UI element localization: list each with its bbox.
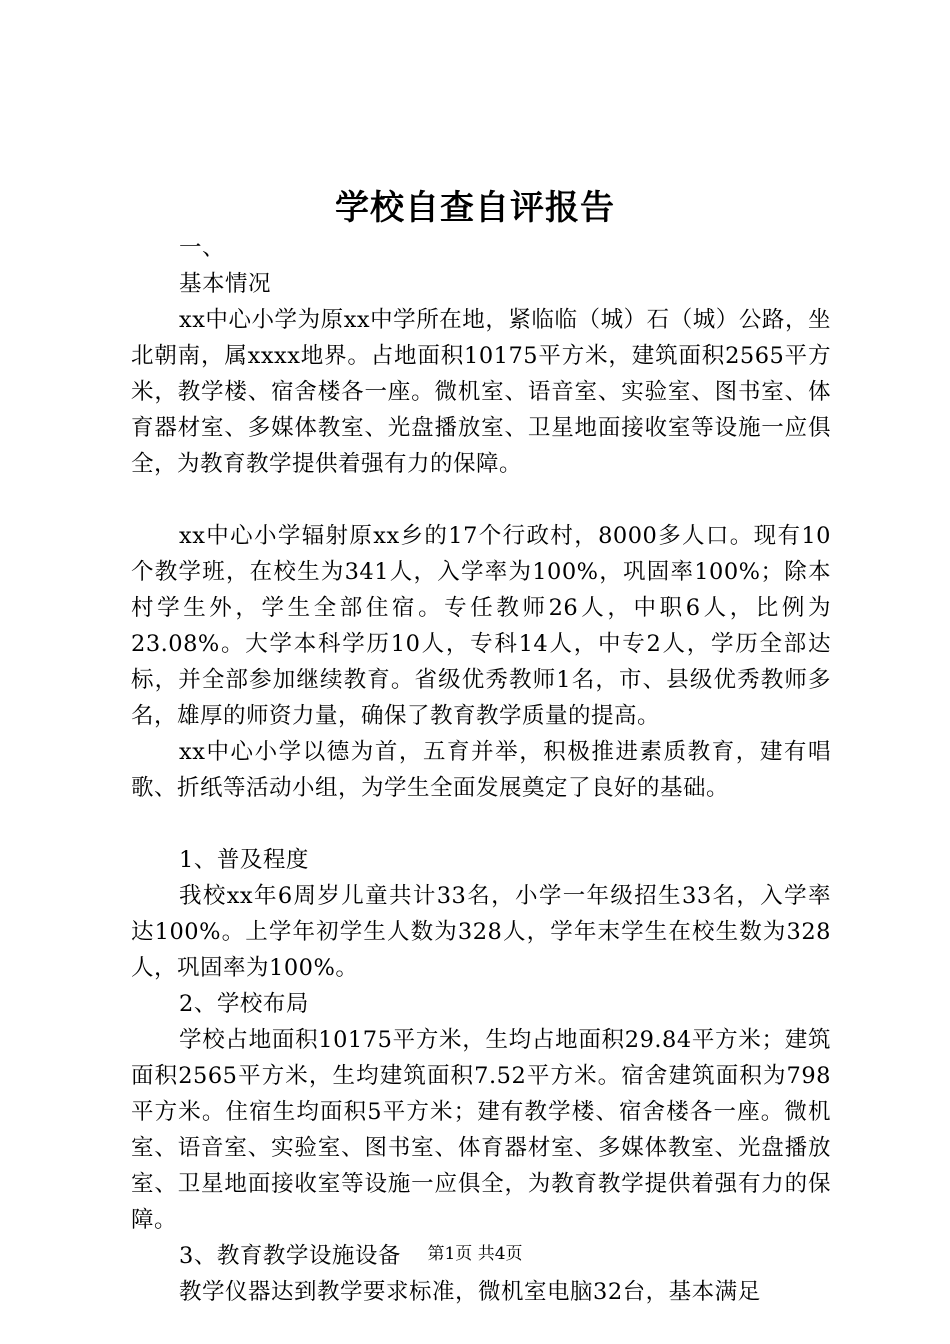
document-title: 学校自查自评报告: [335, 188, 615, 228]
paragraph-students-teachers: xx中心小学辐射原xx乡的17个行政村，8000多人口。现有10个教学班，在校生为341人，入学率为100%，巩固率100%；除本村学生外，学生全部住宿。专任教师26人，中职6人，比例为23.08%。大学本科学历10人，专科14人，中专2人，学历全部达标，并全部参加继续教育。省级优秀教师1名，市、县级优秀教师多名，雄厚的师资力量，确保了教育教学质量的提高。: [131, 523, 831, 729]
subsection-heading-layout: 2、学校布局: [179, 991, 309, 1017]
paragraph-facilities: 教学仪器达到教学要求标准，微机室电脑32台，基本满足: [179, 1279, 761, 1305]
paragraph-layout: 学校占地面积10175平方米，生均占地面积29.84平方米；建筑面积2565平方米，生均建筑面积7.52平方米。宿舍建筑面积为798平方米。住宿生均面积5平方米；建有教学楼、宿舍楼各一座。微机室、语音室、实验室、图书室、体育器材室、多媒体教室、光盘播放室、卫星地面接收室等设施一应俱全，为教育教学提供着强有力的保障。: [131, 1027, 831, 1233]
subsection-heading-facilities: 3、教育教学设施设备: [179, 1243, 401, 1269]
paragraph-school-overview: xx中心小学为原xx中学所在地，紧临临（城）石（城）公路，坐北朝南，属xxxx地界。占地面积10175平方米，建筑面积2565平方米，教学楼、宿舍楼各一座。微机室、语音室、实验室、图书室、体育器材室、多媒体教室、光盘播放室、卫星地面接收室等设施一应俱全，为教育教学提供着强有力的保障。: [131, 307, 831, 477]
paragraph-quality-education: xx中心小学以德为首，五育并举，积极推进素质教育，建有唱歌、折纸等活动小组，为学生全面发展奠定了良好的基础。: [131, 739, 831, 801]
paragraph-spacer: [131, 482, 831, 518]
subsection-heading-enrollment: 1、普及程度: [179, 847, 309, 873]
section-heading: 基本情况: [179, 271, 272, 297]
page-footer: 第1页 共4页: [427, 1244, 523, 1264]
section-number: 一、: [179, 235, 226, 261]
document-body: [131, 230, 831, 1310]
paragraph-spacer: [131, 806, 831, 842]
paragraph-enrollment: 我校xx年6周岁儿童共计33名，小学一年级招生33名，入学率达100%。上学年初学生人数为328人，学年末学生在校生数为328人，巩固率为100%。: [131, 883, 831, 981]
